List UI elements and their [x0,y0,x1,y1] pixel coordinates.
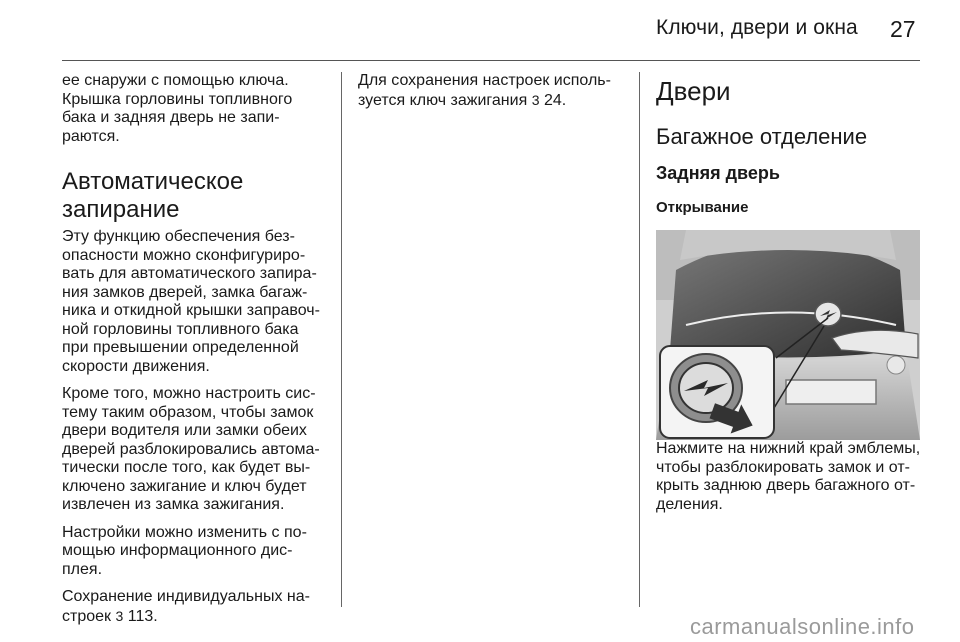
paragraph-auto-lock-2 [62,385,334,515]
text-line: мощью информационного дис- [62,542,293,559]
page-number: 27 [890,16,916,42]
page-ref-arrow-icon: 3 [115,607,124,624]
paragraph-auto-lock-1 [62,228,334,376]
text-line [62,607,334,627]
text-fragment: строек [62,607,112,625]
text-line: Эту функцию обеспечения без- [62,228,295,245]
heading-doors: Двери [656,76,731,106]
paragraph-auto-lock-3 [62,524,334,580]
watermark: carmanualsonline.info [690,614,915,639]
text-line: Для сохранения настроек исполь- [358,72,611,89]
text-line: дверей разблокировались автома- [62,440,320,458]
text-line: Кроме того, можно настроить сис- [62,385,316,402]
section-heading-auto-lock [62,168,334,224]
text-line: тему таким образом, чтобы замок [62,403,314,421]
column-divider-2 [639,72,640,607]
text-line: бака и задняя дверь не запи- [62,109,280,126]
text-line: при превышении определенной [62,339,299,356]
page-reference-link[interactable]: 24. [543,91,567,109]
page-reference-link[interactable]: 113. [127,607,158,625]
text-line: тически после того, как будет вы- [62,459,311,476]
column-divider-1 [341,72,342,607]
header-divider [62,60,920,61]
text-line [358,91,623,111]
text-line: ключено зажигание и ключ будет [62,477,307,495]
column-3 [656,72,924,514]
text-line: плея. [62,560,103,578]
text-line: вать для автоматического запира- [62,265,317,282]
text-line: Настройки можно изменить с по- [62,523,307,541]
heading-opening: Открывание [656,199,749,216]
text-line: ее снаружи с помощью ключа. [62,72,289,89]
text-line: ника и откидной крышки заправоч- [62,302,320,319]
text-line: Нажмите на нижний край эмблемы, [656,440,921,457]
tailgate-emblem-illustration [656,230,920,440]
text-line: извлечен из замка зажигания. [62,496,285,513]
text-line: опасности можно сконфигуриро- [62,246,306,264]
text-line: раются. [62,127,120,145]
page-ref-arrow-icon: 3 [531,91,540,108]
column-2 [358,72,623,110]
page-header-title: Ключи, двери и окна [656,16,858,39]
figure-caption [656,440,924,514]
heading-luggage-compartment: Багажное отделение [656,124,868,149]
paragraph-key-settings [358,72,623,110]
column-1 [62,72,334,626]
heading-line: Автоматическое [62,168,244,195]
text-line: Крышка горловины топливного [62,90,293,108]
text-line: чтобы разблокировать замок и от- [656,458,910,476]
heading-tailgate: Задняя дверь [656,163,780,183]
text-line: ной горловины топливного бака [62,320,299,338]
paragraph-intro [62,72,334,146]
text-line: Сохранение индивидуальных на- [62,588,310,605]
text-fragment: зуется ключ зажигания [358,91,528,109]
text-line: ния замков дверей, замка багаж- [62,283,308,301]
heading-line: запирание [62,196,180,223]
paragraph-auto-lock-4 [62,588,334,626]
text-line: двери водителя или замки обеих [62,422,307,439]
text-line: скорости движения. [62,357,210,375]
text-line: деления. [656,495,723,513]
text-line: крыть заднюю дверь багажного от- [656,477,916,494]
